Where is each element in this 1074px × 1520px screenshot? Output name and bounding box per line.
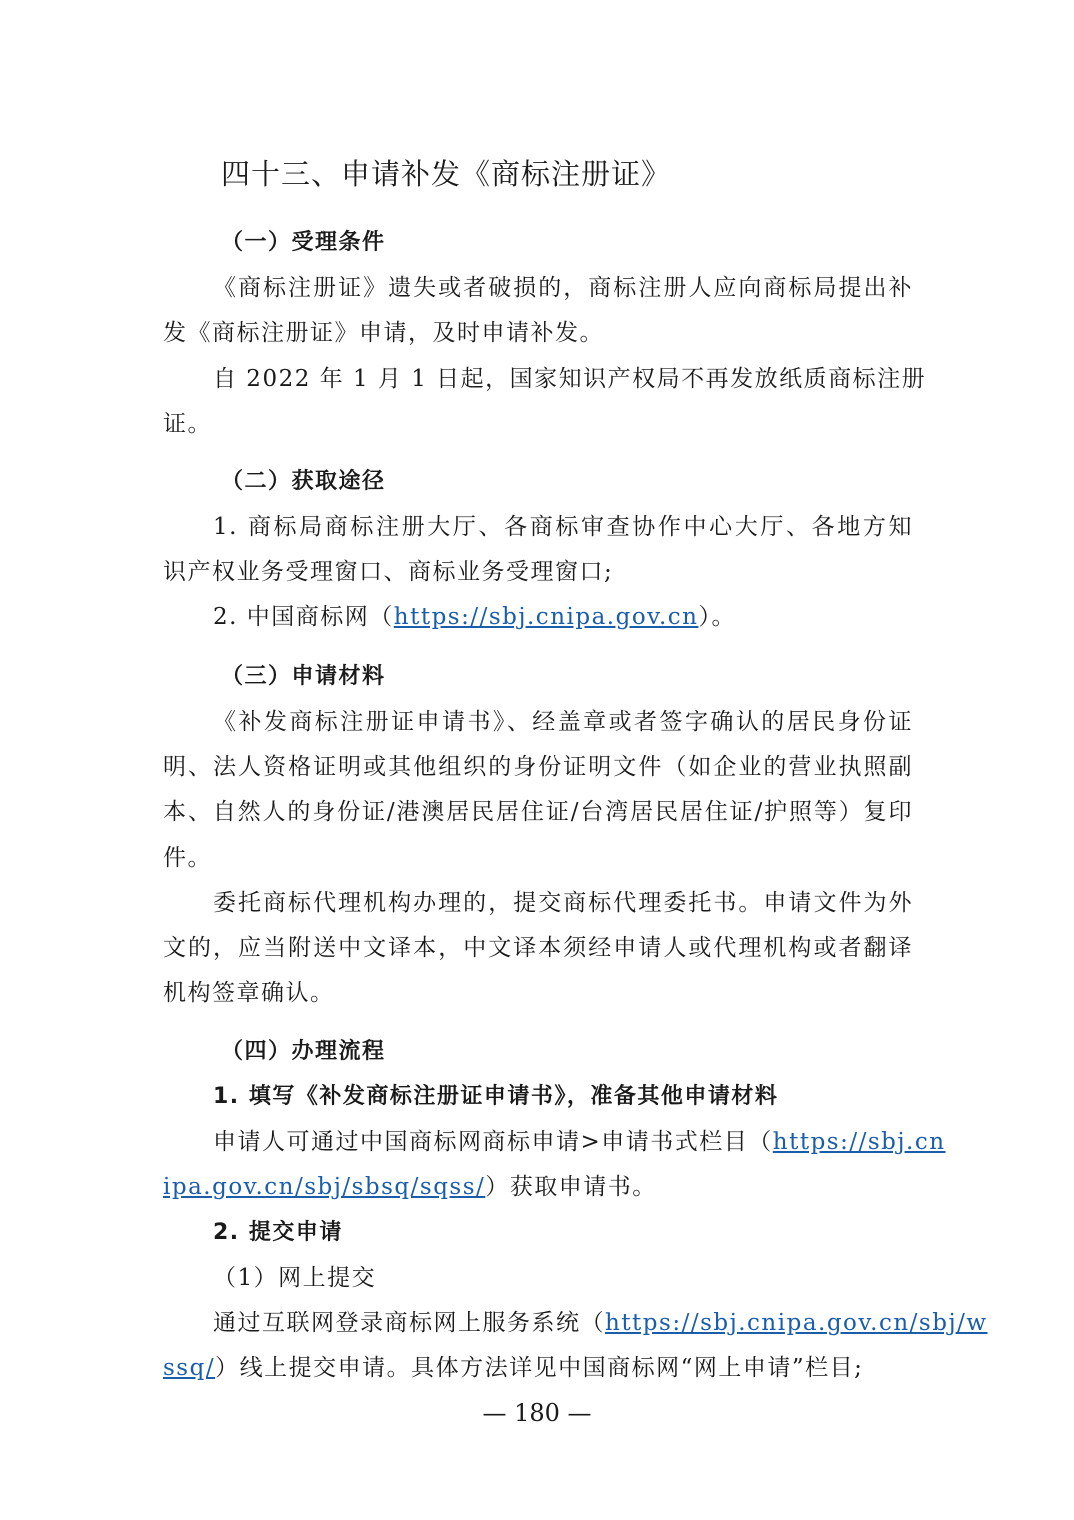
sub-heading: （1）网上提交 bbox=[213, 1265, 377, 1291]
paragraph-line: 发《商标注册证》申请，及时申请补发。 bbox=[163, 320, 604, 346]
paragraph-line: 《商标注册证》遗失或者破损的，商标注册人应向商标局提出补 bbox=[213, 275, 913, 301]
paragraph-line: 件。 bbox=[163, 845, 212, 871]
page-title: 四十三、申请补发《商标注册证》 bbox=[221, 157, 672, 191]
list-item-text: ）。 bbox=[698, 604, 736, 630]
paragraph-text: 通过互联网登录商标网上服务系统（ bbox=[213, 1310, 605, 1336]
application-forms-link-continued[interactable]: ipa.gov.cn/sbj/sbsq/sqss/ bbox=[163, 1174, 486, 1200]
online-service-link-continued[interactable]: ssq/ bbox=[163, 1355, 216, 1381]
paragraph-line: 机构签章确认。 bbox=[163, 980, 335, 1006]
section-heading-acceptance-conditions: （一）受理条件 bbox=[221, 230, 386, 255]
page-number: — 180 — bbox=[482, 1399, 592, 1427]
paragraph-line bbox=[213, 1308, 988, 1338]
cnipa-trademark-link[interactable]: https://sbj.cnipa.gov.cn bbox=[393, 604, 699, 630]
step-heading: 2. 提交申请 bbox=[213, 1220, 343, 1245]
list-item bbox=[213, 602, 913, 632]
section-heading-procedure: （四）办理流程 bbox=[221, 1039, 386, 1064]
list-item: 识产权业务受理窗口、商标业务受理窗口; bbox=[163, 559, 614, 585]
paragraph-line: 自 2022 年 1 月 1 日起，国家知识产权局不再发放纸质商标注册 bbox=[213, 366, 927, 392]
paragraph-text: ）获取申请书。 bbox=[485, 1174, 657, 1200]
paragraph-line bbox=[163, 1172, 913, 1202]
paragraph-line bbox=[163, 1353, 913, 1383]
paragraph-line: 文的，应当附送中文译本，中文译本须经申请人或代理机构或者翻译 bbox=[163, 935, 913, 961]
step-heading: 1. 填写《补发商标注册证申请书》，准备其他申请材料 bbox=[213, 1084, 779, 1109]
section-heading-access-channels: （二）获取途径 bbox=[221, 469, 386, 494]
paragraph-line bbox=[213, 1127, 946, 1157]
paragraph-line: 本、自然人的身份证/港澳居民居住证/台湾居民居住证/护照等）复印 bbox=[163, 799, 913, 825]
paragraph-line: 委托商标代理机构办理的，提交商标代理委托书。申请文件为外 bbox=[213, 890, 913, 916]
section-heading-application-materials: （三）申请材料 bbox=[221, 664, 386, 689]
paragraph-text: ）线上提交申请。具体方法详见中国商标网“网上申请”栏目; bbox=[215, 1355, 864, 1381]
paragraph-line: 明、法人资格证明或其他组织的身份证明文件（如企业的营业执照副 bbox=[163, 754, 913, 780]
list-item-text: 2. 中国商标网（ bbox=[213, 604, 394, 630]
paragraph-text: 申请人可通过中国商标网商标申请>申请书式栏目（ bbox=[213, 1129, 773, 1155]
paragraph-line: 《补发商标注册证申请书》、经盖章或者签字确认的居民身份证 bbox=[213, 709, 913, 735]
application-forms-link[interactable]: https://sbj.cn bbox=[772, 1129, 946, 1155]
list-item: 1. 商标局商标注册大厅、各商标审查协作中心大厅、各地方知 bbox=[213, 514, 913, 540]
online-service-link[interactable]: https://sbj.cnipa.gov.cn/sbj/w bbox=[605, 1310, 988, 1336]
paragraph-line: 证。 bbox=[163, 411, 212, 437]
